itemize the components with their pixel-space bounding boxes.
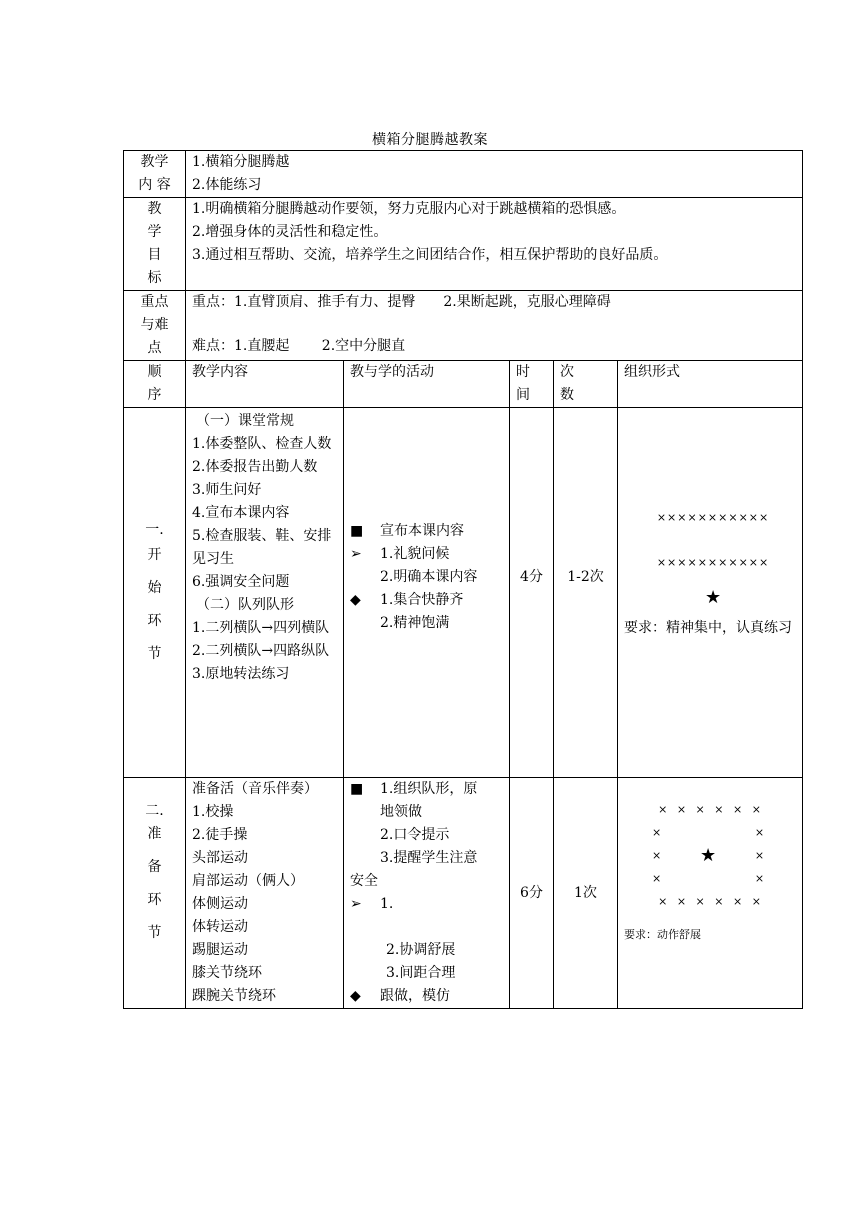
section-start-content	[186, 408, 344, 778]
header-time: 时 间	[510, 361, 554, 408]
list-item: 4.宣布本课内容	[192, 505, 290, 521]
keypoints-row	[124, 291, 803, 361]
list-item: 3.原地转法练习	[192, 666, 290, 682]
header-org: 组织形式	[618, 361, 803, 408]
section-warmup-row	[124, 778, 803, 1009]
section-start-count: 1-2次	[554, 408, 618, 778]
goals-cell: 1.明确横箱分腿腾越动作要领，努力克服内心对于跳越横箱的恐惧感。 2.增强身体的灵活性和稳定性。 3.通过相互帮助、交流，培养学生之间团结合作，相互保护帮助的良好品质。	[186, 198, 803, 291]
activity-line: ◆ 1.集合快静齐	[350, 592, 464, 608]
header-count: 次 数	[554, 361, 618, 408]
formation-side-row: × ×	[652, 872, 765, 885]
activity-line: 2.明确本课内容	[380, 569, 478, 585]
section-warmup-label: 二. 准 备 环 节	[124, 778, 186, 1009]
list-item: 准备活（音乐伴奏）	[192, 781, 318, 797]
list-item: 体侧运动	[192, 896, 248, 912]
goals-row	[124, 198, 803, 291]
activity-line: ◆ 跟做，模仿	[350, 988, 450, 1004]
section-warmup-time: 6分	[510, 778, 554, 1009]
key-points: 重点：1.直臂顶肩、推手有力、提臀 2.果断起跳，克服心理障碍	[192, 294, 611, 310]
requirement-text: 要求：动作舒展	[624, 928, 701, 941]
section-start-row	[124, 408, 803, 778]
section-warmup-org	[618, 778, 803, 1009]
list-item: 体转运动	[192, 919, 248, 935]
list-item: 2.徒手操	[192, 827, 248, 843]
list-item: 5.检查服装、鞋、安排见习生	[192, 528, 332, 567]
activity-line	[350, 916, 509, 939]
list-item: 1.体委整队、检查人数	[192, 436, 332, 452]
section-start-org	[618, 408, 803, 778]
difficult-points: 难点：1.直腰起 2.空中分腿直	[192, 338, 406, 354]
header-order: 顺 序	[124, 361, 186, 408]
list-item: 2.二列横队→四路纵队	[192, 643, 330, 659]
formation-side-row: × ×	[652, 826, 765, 839]
section-start-label: 一. 开 始 环 节	[124, 408, 186, 778]
content-cell: 1.横箱分腿腾越 2.体能练习	[186, 151, 803, 198]
teacher-star-icon: ★	[704, 586, 722, 608]
formation-bottom-row: × × × × × ×	[658, 895, 762, 908]
activity-line: 2.精神饱满	[380, 615, 450, 631]
section-warmup-count: 1次	[554, 778, 618, 1009]
list-item: 肩部运动（俩人）	[192, 873, 304, 889]
header-activity: 教与学的活动	[344, 361, 510, 408]
activity-line: 2.口令提示	[380, 827, 450, 843]
activity-line: ■ 宣布本课内容	[350, 523, 464, 539]
list-item: 踢腿运动	[192, 942, 248, 958]
keypoints-cell	[186, 291, 803, 361]
formation-row: ×××××××××××	[656, 555, 770, 569]
list-item: 6.强调安全问题	[192, 574, 290, 590]
activity-line: 安全	[350, 873, 378, 889]
list-item: 1.校操	[192, 804, 234, 820]
list-item: （二）队列队形	[196, 597, 294, 613]
activity-line: ■ 1.组织队形，原	[350, 781, 478, 797]
section-warmup-content	[186, 778, 344, 1009]
activity-line: 2.协调舒展	[386, 942, 456, 958]
activity-line: 3.间距合理	[386, 965, 456, 981]
goals-label: 教 学 目 标	[124, 198, 186, 291]
formation-row: ×××××××××××	[656, 510, 770, 524]
section-warmup-activity	[344, 778, 510, 1009]
list-item: （一）课堂常规	[196, 413, 294, 429]
activity-line: ➢ 1.	[350, 896, 394, 912]
list-item: 膝关节绕环	[192, 965, 262, 981]
list-item: 1.二列横队→四列横队	[192, 620, 330, 636]
content-row	[124, 151, 803, 198]
activity-line: 3.提醒学生注意	[380, 850, 478, 866]
section-start-activity	[344, 408, 510, 778]
list-item: 2.体委报告出勤人数	[192, 459, 318, 475]
activity-line: 地领做	[380, 804, 422, 820]
header-content: 教学内容	[186, 361, 344, 408]
list-item: 踝腕关节绕环	[192, 988, 276, 1004]
formation-top-row: × × × × × ×	[658, 803, 762, 816]
page-title: 横箱分腿腾越教案	[372, 132, 488, 148]
keypoints-label: 重点 与难 点	[124, 291, 186, 361]
requirement-text: 要求：精神集中，认真练习	[624, 619, 792, 636]
content-label: 教学 内 容	[124, 151, 186, 198]
activity-line: ➢ 1.礼貌问候	[350, 546, 450, 562]
section-start-time: 4分	[510, 408, 554, 778]
list-item: 3.师生问好	[192, 482, 262, 498]
header-row	[124, 361, 803, 408]
lesson-plan-table	[123, 150, 803, 1009]
teacher-star-icon: ★	[699, 845, 717, 866]
formation-middle-row: × ★ ×	[652, 845, 765, 866]
list-item: 头部运动	[192, 850, 248, 866]
